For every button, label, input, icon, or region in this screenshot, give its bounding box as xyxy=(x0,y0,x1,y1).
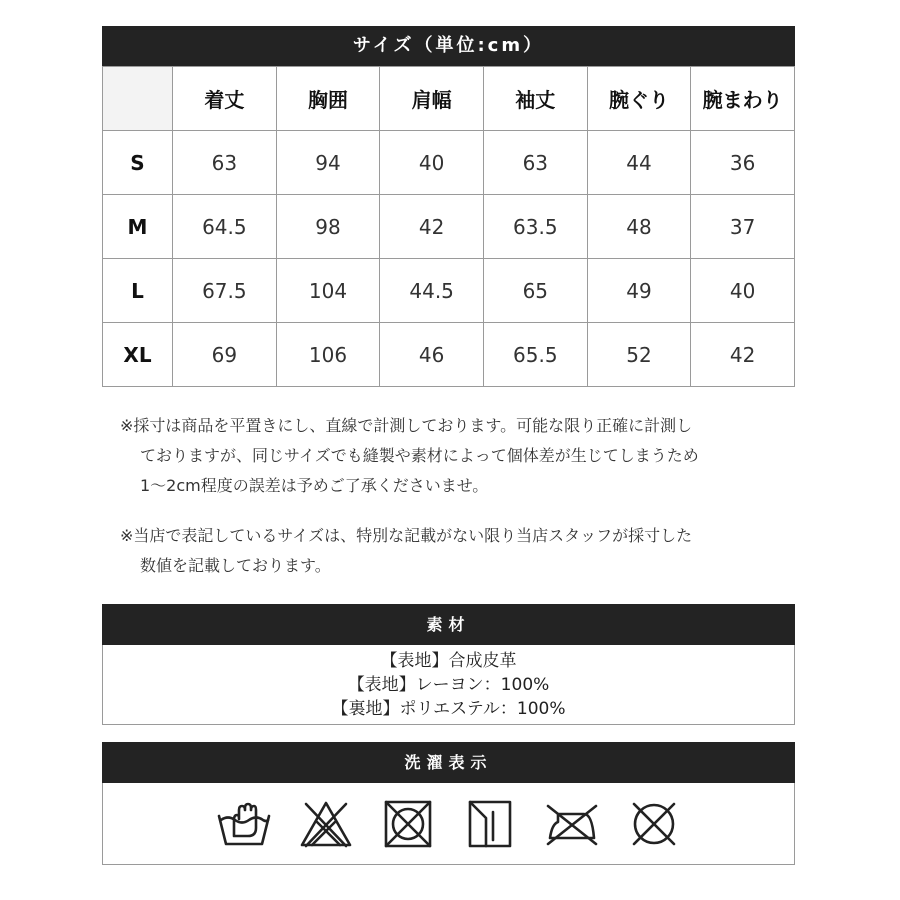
table-cell: 64.5 xyxy=(173,195,277,259)
table-cell: 63 xyxy=(483,131,587,195)
column-header: 着丈 xyxy=(173,67,277,131)
size-table-header-row xyxy=(103,67,795,131)
table-cell: 65 xyxy=(483,259,587,323)
care-section xyxy=(102,742,795,865)
material-line: 【表地】レーヨン：100% xyxy=(347,675,550,695)
table-cell: 48 xyxy=(587,195,691,259)
no-iron-icon xyxy=(544,798,600,850)
hand-wash-icon xyxy=(216,798,272,850)
table-cell: 40 xyxy=(691,259,795,323)
size-label: L xyxy=(103,259,173,323)
note-line: 数値を記載しております。 xyxy=(140,556,331,575)
note-line: ※採寸は商品を平置きにし、直線で計測しております。可能な限り正確に計測し xyxy=(120,416,693,435)
care-icons-row xyxy=(102,783,795,865)
table-row xyxy=(103,259,795,323)
material-section xyxy=(102,604,795,725)
size-label: S xyxy=(103,131,173,195)
note-line: 1〜2cm程度の誤差は予めご了承くださいませ。 xyxy=(140,476,489,495)
table-cell: 36 xyxy=(691,131,795,195)
material-line: 【表地】合成皮革 xyxy=(380,651,517,671)
table-cell: 63.5 xyxy=(483,195,587,259)
note-line: ※当店で表記しているサイズは、特別な記載がない限り当店スタッフが採寸した xyxy=(120,526,693,545)
no-bleach-icon xyxy=(298,798,354,850)
table-cell: 63 xyxy=(173,131,277,195)
table-row xyxy=(103,195,795,259)
measurement-note xyxy=(120,411,790,501)
table-cell: 42 xyxy=(691,323,795,387)
size-label: M xyxy=(103,195,173,259)
table-cell: 49 xyxy=(587,259,691,323)
table-row xyxy=(103,131,795,195)
column-header: 腕ぐり xyxy=(587,67,691,131)
table-cell: 44 xyxy=(587,131,691,195)
size-source-note xyxy=(120,521,790,581)
table-row xyxy=(103,323,795,387)
table-cell: 104 xyxy=(276,259,380,323)
size-table xyxy=(102,66,795,387)
size-label: XL xyxy=(103,323,173,387)
no-dry-clean-icon xyxy=(626,798,682,850)
column-header: 袖丈 xyxy=(483,67,587,131)
table-cell: 40 xyxy=(380,131,484,195)
table-cell: 98 xyxy=(276,195,380,259)
table-cell: 37 xyxy=(691,195,795,259)
material-line: 【裏地】ポリエステル：100% xyxy=(331,699,566,719)
line-dry-icon xyxy=(462,798,518,850)
table-cell: 106 xyxy=(276,323,380,387)
table-cell: 65.5 xyxy=(483,323,587,387)
material-box xyxy=(102,645,795,725)
column-header: 腕まわり xyxy=(691,67,795,131)
table-cell: 46 xyxy=(380,323,484,387)
table-cell: 42 xyxy=(380,195,484,259)
column-header: 肩幅 xyxy=(380,67,484,131)
corner-cell xyxy=(103,67,173,131)
table-cell: 69 xyxy=(173,323,277,387)
table-cell: 44.5 xyxy=(380,259,484,323)
material-title: 素材 xyxy=(102,604,795,645)
size-table-title: サイズ（単位:cm） xyxy=(102,26,795,66)
size-section xyxy=(102,26,795,387)
care-title: 洗濯表示 xyxy=(102,742,795,783)
table-cell: 67.5 xyxy=(173,259,277,323)
table-cell: 94 xyxy=(276,131,380,195)
no-tumble-dry-icon xyxy=(380,798,436,850)
table-cell: 52 xyxy=(587,323,691,387)
note-line: ておりますが、同じサイズでも縫製や素材によって個体差が生じてしまうため xyxy=(140,446,699,465)
column-header: 胸囲 xyxy=(276,67,380,131)
